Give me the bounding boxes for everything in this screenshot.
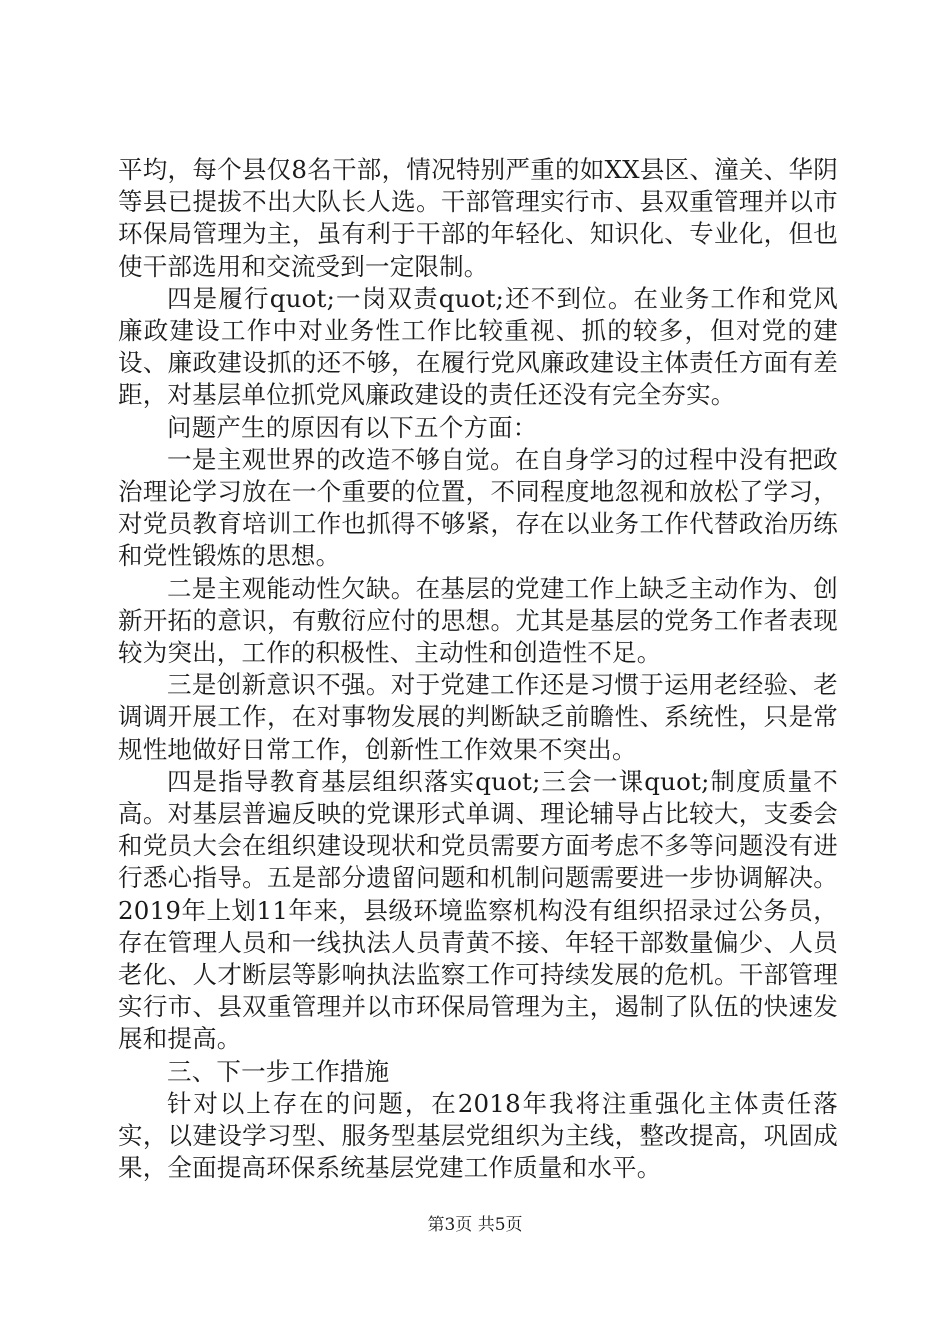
paragraph-2: 四是履行quot;一岗双责quot;还不到位。在业务工作和党风廉政建设工作中对业务性工作比较重视、抓的较多，但对党的建设、廉政建设抓的还不够，在履行党风廉政建设主体责任方面有差距，对基层单位抓党风廉政建设的责任还没有完全夯实。 (118, 283, 838, 410)
paragraph-7: 四是指导教育基层组织落实quot;三会一课quot;制度质量不高。对基层普遍反映的党课形式单调、理论辅导占比较大，支委会和党员大会在组织建设现状和党员需要方面考虑不多等问题没有进行悉心指导。五是部分遗留问题和机制问题需要进一步协调解决。2019年上划11年来，县级环境监察机构没有组织招录过公务员，存在管理人员和一线执法人员青黄不接、年轻干部数量偏少、人员老化、人才断层等影响执法监察工作可持续发展的危机。干部管理实行市、县双重管理并以市环保局管理为主，遏制了队伍的快速发展和提高。 (118, 766, 838, 1054)
paragraph-1: 平均，每个县仅8名干部，情况特别严重的如XX县区、潼关、华阴等县已提拔不出大队长人选。干部管理实行市、县双重管理并以市环保局管理为主，虽有利于干部的年轻化、知识化、专业化，但也使干部选用和交流受到一定限制。 (118, 155, 838, 281)
page-number-footer: 第3页 共5页 (427, 1215, 523, 1235)
paragraph-6: 三是创新意识不强。对于党建工作还是习惯于运用老经验、老调调开展工作，在对事物发展的判断缺乏前瞻性、系统性，只是常规性地做好日常工作，创新性工作效果不突出。 (118, 670, 838, 764)
paragraph-5: 二是主观能动性欠缺。在基层的党建工作上缺乏主动作为、创新开拓的意识，有敷衍应付的思想。尤其是基层的党务工作者表现较为突出，工作的积极性、主动性和创造性不足。 (118, 573, 838, 668)
document-body (118, 154, 838, 1185)
paragraph-3: 问题产生的原因有以下五个方面： (167, 412, 538, 442)
section-heading: 三、下一步工作措施 (167, 1056, 390, 1086)
paragraph-8: 针对以上存在的问题，在2018年我将注重强化主体责任落实，以建设学习型、服务型基层党组织为主线，整改提高，巩固成果，全面提高环保系统基层党建工作质量和水平。 (118, 1088, 838, 1183)
paragraph-4: 一是主观世界的改造不够自觉。在自身学习的过程中没有把政治理论学习放在一个重要的位置，不同程度地忽视和放松了学习，对党员教育培训工作也抓得不够紧，存在以业务工作代替政治历练和党性锻炼的思想。 (118, 444, 838, 571)
